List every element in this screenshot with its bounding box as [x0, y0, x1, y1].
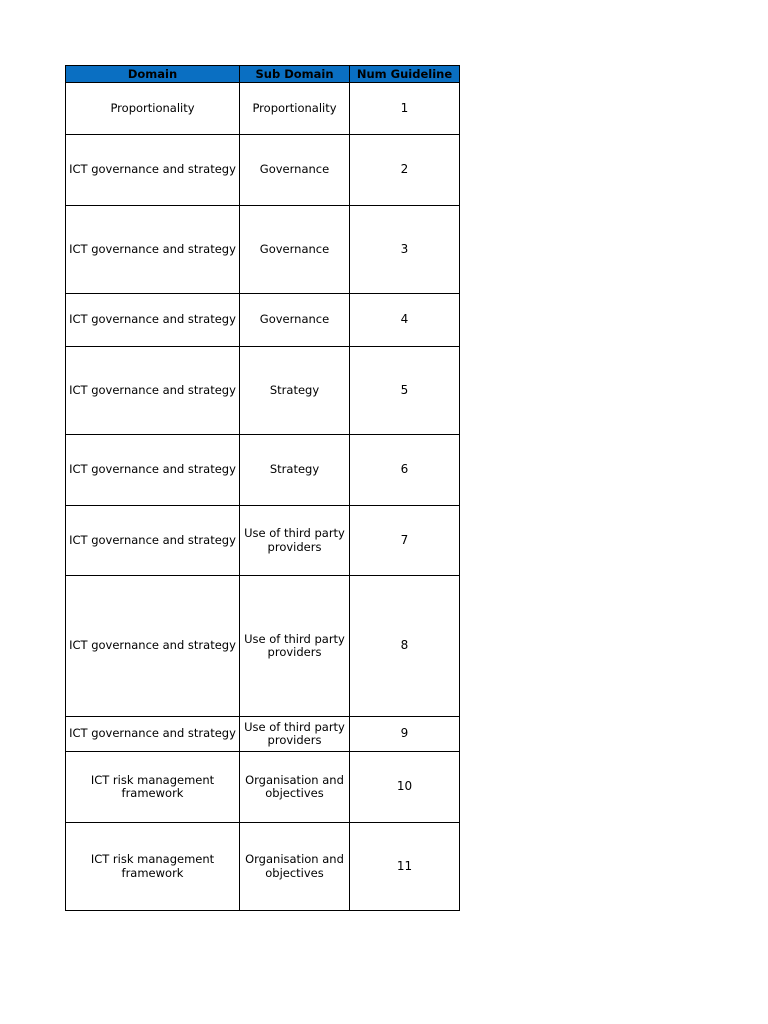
cell-num[interactable]: 7	[350, 506, 460, 576]
table-row	[66, 347, 460, 435]
cell-num[interactable]: 3	[350, 206, 460, 294]
table-row	[66, 823, 460, 911]
guidelines-table	[65, 65, 460, 911]
table-row	[66, 576, 460, 717]
cell-num[interactable]: 8	[350, 576, 460, 717]
cell-sub-domain[interactable]: Governance	[240, 206, 350, 294]
header-num-guideline[interactable]: Num Guideline	[350, 66, 460, 83]
table-header	[66, 66, 460, 83]
cell-sub-domain[interactable]: Governance	[240, 294, 350, 347]
table-row	[66, 506, 460, 576]
cell-sub-domain[interactable]: Organisation and objectives	[240, 823, 350, 911]
cell-domain[interactable]: ICT governance and strategy	[66, 135, 240, 206]
cell-domain[interactable]: ICT governance and strategy	[66, 435, 240, 506]
cell-num[interactable]: 6	[350, 435, 460, 506]
cell-domain[interactable]: ICT risk management framework	[66, 752, 240, 823]
cell-sub-domain[interactable]: Use of third party providers	[240, 506, 350, 576]
cell-sub-domain[interactable]: Organisation and objectives	[240, 752, 350, 823]
cell-sub-domain[interactable]: Governance	[240, 135, 350, 206]
cell-domain[interactable]: ICT risk management framework	[66, 823, 240, 911]
table-row	[66, 83, 460, 135]
table-row	[66, 752, 460, 823]
cell-num[interactable]: 5	[350, 347, 460, 435]
cell-domain[interactable]: ICT governance and strategy	[66, 717, 240, 752]
table-row	[66, 717, 460, 752]
cell-sub-domain[interactable]: Proportionality	[240, 83, 350, 135]
table-row	[66, 206, 460, 294]
cell-num[interactable]: 4	[350, 294, 460, 347]
cell-domain[interactable]: ICT governance and strategy	[66, 294, 240, 347]
cell-sub-domain[interactable]: Use of third party providers	[240, 717, 350, 752]
cell-domain[interactable]: ICT governance and strategy	[66, 576, 240, 717]
cell-domain[interactable]: ICT governance and strategy	[66, 347, 240, 435]
cell-num[interactable]: 11	[350, 823, 460, 911]
table-row	[66, 135, 460, 206]
header-domain[interactable]: Domain	[66, 66, 240, 83]
header-sub-domain[interactable]: Sub Domain	[240, 66, 350, 83]
cell-num[interactable]: 1	[350, 83, 460, 135]
table-body	[66, 83, 460, 911]
cell-num[interactable]: 2	[350, 135, 460, 206]
cell-sub-domain[interactable]: Strategy	[240, 435, 350, 506]
cell-num[interactable]: 9	[350, 717, 460, 752]
cell-domain[interactable]: ICT governance and strategy	[66, 506, 240, 576]
table-row	[66, 435, 460, 506]
cell-num[interactable]: 10	[350, 752, 460, 823]
cell-sub-domain[interactable]: Strategy	[240, 347, 350, 435]
cell-domain[interactable]: Proportionality	[66, 83, 240, 135]
cell-domain[interactable]: ICT governance and strategy	[66, 206, 240, 294]
header-row	[66, 66, 460, 83]
table-row	[66, 294, 460, 347]
cell-sub-domain[interactable]: Use of third party providers	[240, 576, 350, 717]
